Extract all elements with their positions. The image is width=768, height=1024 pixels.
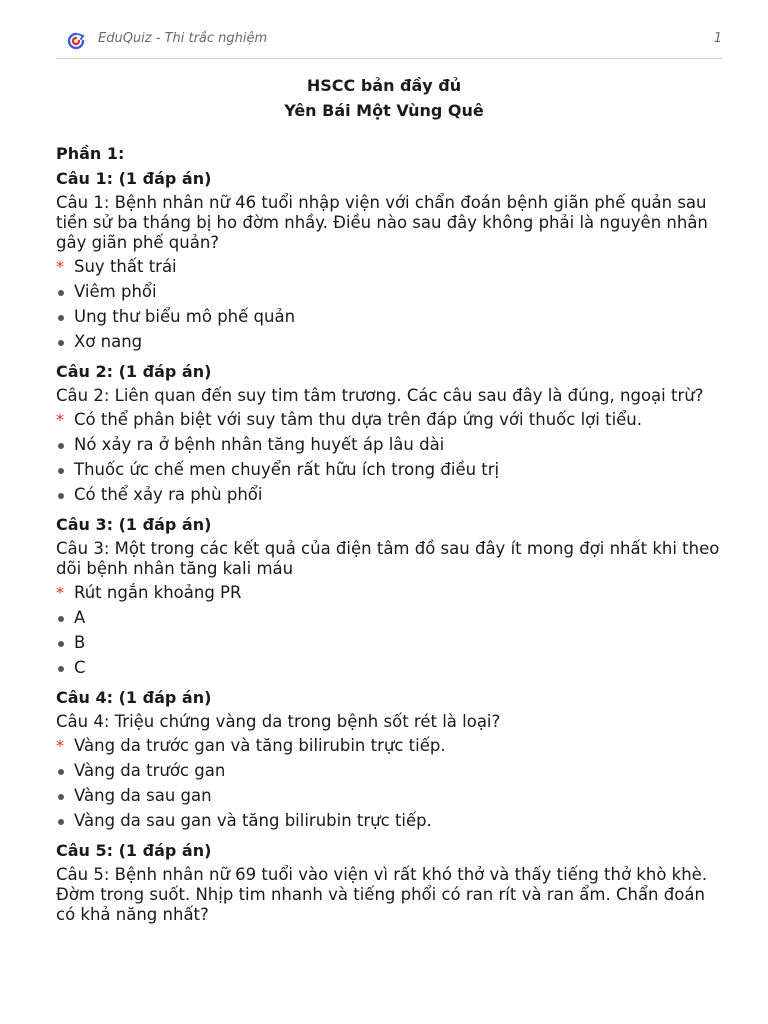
question-heading: Câu 4: (1 đáp án): [56, 688, 212, 707]
option-label: Rút ngắn khoảng PR: [74, 583, 242, 602]
asterisk-icon: *: [56, 583, 64, 602]
answer-option: [56, 658, 726, 678]
answer-options: [56, 410, 726, 505]
answer-option: [56, 608, 726, 628]
answer-options: [56, 736, 726, 831]
question-text: Câu 2: Liên quan đến suy tim tâm trương. Các câu sau đây là đúng, ngoại trừ?: [56, 386, 704, 405]
quiz-content: [56, 142, 726, 934]
option-label: Thuốc ức chế men chuyển rất hữu ích trong điều trị: [74, 460, 500, 479]
option-label: Có thể phân biệt với suy tâm thu dựa trên đáp ứng với thuốc lợi tiểu.: [74, 410, 643, 429]
document-subtitle: Yên Bái Một Vùng Quê: [284, 101, 484, 120]
document-title: HSCC bản đầy đủ: [306, 76, 462, 95]
answer-option: [56, 485, 726, 505]
asterisk-icon: *: [56, 410, 64, 429]
question-text: Câu 1: Bệnh nhân nữ 46 tuổi nhập viện với chẩn đoán bệnh giãn phế quản sau tiền sử ba tháng bị ho đờm nhầy. Điều nào sau đây không phải là nguyên nhân gây giãn phế quản?: [56, 193, 708, 252]
option-label: Vàng da sau gan và tăng bilirubin trực tiếp.: [74, 811, 432, 830]
answer-options: [56, 583, 726, 678]
option-label: Nó xảy ra ở bệnh nhân tăng huyết áp lâu dài: [74, 435, 445, 454]
correct-answer-option: [56, 736, 726, 756]
answer-option: [56, 460, 726, 480]
page-number: 1: [713, 31, 722, 46]
option-label: Có thể xảy ra phù phổi: [74, 485, 263, 504]
question-text: Câu 3: Một trong các kết quả của điện tâm đồ sau đây ít mong đợi nhất khi theo dõi bệnh nhân tăng kali máu: [56, 539, 720, 578]
option-label: B: [74, 633, 86, 652]
option-label: A: [74, 608, 86, 627]
answer-option: [56, 282, 726, 302]
answer-option: [56, 332, 726, 352]
option-label: Vàng da trước gan và tăng bilirubin trực tiếp.: [74, 736, 446, 755]
option-label: Suy thất trái: [74, 257, 177, 276]
asterisk-icon: *: [56, 736, 64, 755]
question-block: [56, 687, 726, 831]
question-heading: Câu 3: (1 đáp án): [56, 515, 212, 534]
part-heading: Phần 1:: [56, 144, 125, 163]
option-label: C: [74, 658, 86, 677]
eduquiz-logo-icon: [66, 31, 86, 51]
question-heading: Câu 1: (1 đáp án): [56, 169, 212, 188]
answer-option: [56, 633, 726, 653]
header-title: EduQuiz - Thi trắc nghiệm: [98, 31, 268, 46]
correct-answer-option: [56, 257, 726, 277]
question-heading: Câu 2: (1 đáp án): [56, 362, 212, 381]
question-text: Câu 4: Triệu chứng vàng da trong bệnh sốt rét là loại?: [56, 712, 501, 731]
question-list: [56, 168, 726, 925]
asterisk-icon: *: [56, 257, 64, 276]
answer-option: [56, 811, 726, 831]
option-label: Viêm phổi: [74, 282, 157, 301]
option-label: Vàng da sau gan: [74, 786, 212, 805]
answer-option: [56, 435, 726, 455]
answer-option: [56, 761, 726, 781]
correct-answer-option: [56, 410, 726, 430]
option-label: Xơ nang: [74, 332, 143, 351]
question-heading: Câu 5: (1 đáp án): [56, 841, 212, 860]
option-label: Ung thư biểu mô phế quản: [74, 307, 296, 326]
correct-answer-option: [56, 583, 726, 603]
answer-option: [56, 307, 726, 327]
page-header: [56, 28, 722, 59]
question-block: [56, 168, 726, 352]
question-block: [56, 361, 726, 505]
option-label: Vàng da trước gan: [74, 761, 226, 780]
answer-options: [56, 257, 726, 352]
question-text: Câu 5: Bệnh nhân nữ 69 tuổi vào viện vì rất khó thở và thấy tiếng thở khò khè. Đờm trong suốt. Nhịp tim nhanh và tiếng phổi có ran rít và ran ẩm. Chẩn đoán có khả năng nhất?: [56, 865, 708, 924]
question-block: [56, 514, 726, 678]
answer-option: [56, 786, 726, 806]
question-block: [56, 840, 726, 925]
